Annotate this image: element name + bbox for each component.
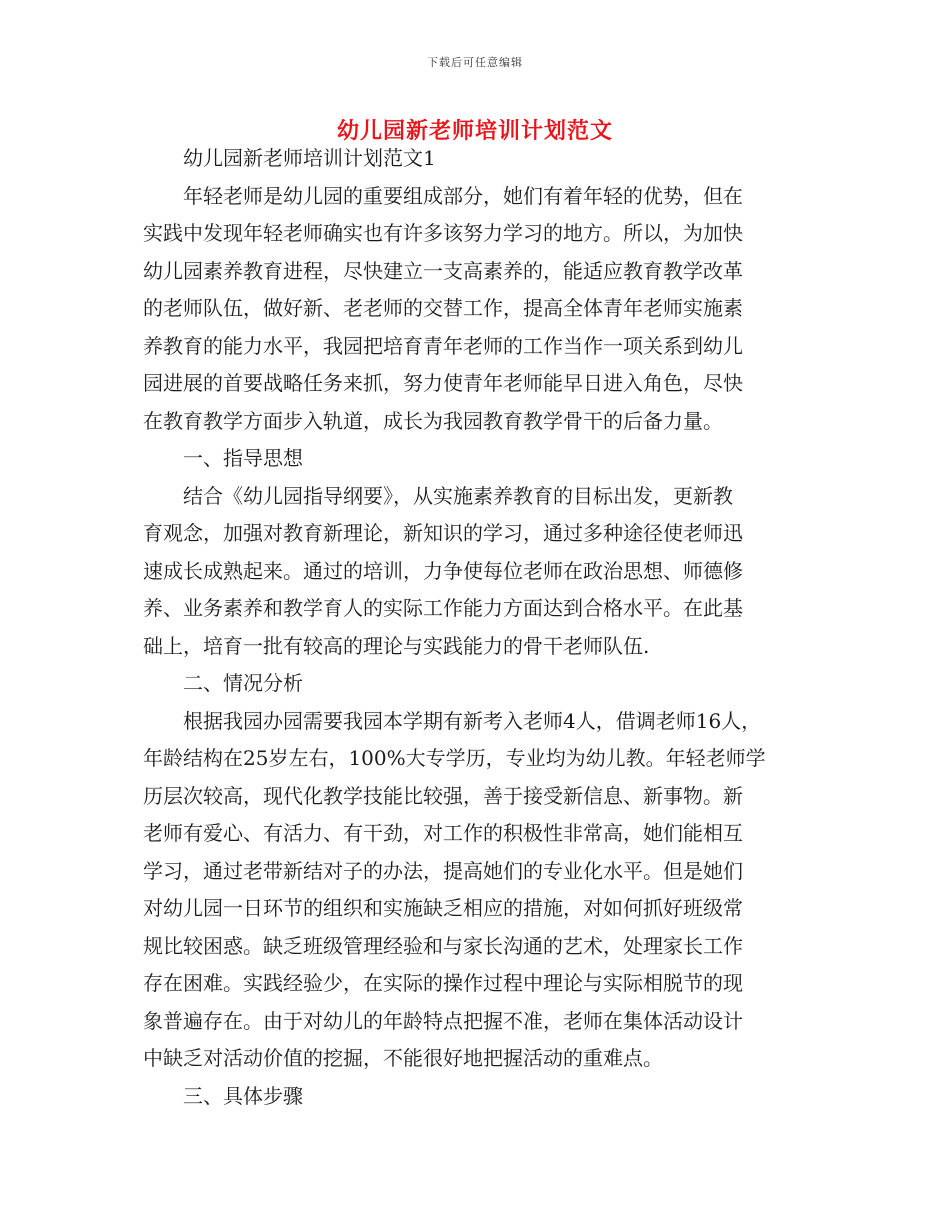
page-header-note: 下载后可任意编辑 — [427, 56, 523, 69]
intro-paragraph: 年轻老师是幼儿园的重要组成部分，她们有着年轻的优势，但在 实践中发现年轻老师确实也有许多该努力学习的地方。所以，为加快 幼儿园素养教育进程，尽快建立一支高素养的，能适应教育教学改革 的老师队伍，做好新、老老师的交替工作，提高全体青年老师实施素 养教育的能力水平，我园把培育青年老师的工作当作一项关系到幼儿 园进展的首要战略任务来抓，努力使青年老师能早日进入角色，尽快 在教育教学方面步入轨道，成长为我园教育教学骨干的后备力量。 — [143, 183, 743, 433]
section-1-paragraph: 结合《幼儿园指导纲要》，从实施素养教育的目标出发，更新教 育观念，加强对教育新理论，新知识的学习，通过多种途径使老师迅 速成长成熟起来。通过的培训，力争使每位老师在政治思想、师德修 养、业务素养和教学育人的实际工作能力方面达到合格水平。在此基 础上，培育一批有较高的理论与实践能力的骨干老师队伍. — [143, 483, 743, 658]
document-subtitle: 幼儿园新老师培训计划范文1 — [183, 146, 436, 170]
section-2-paragraph: 根据我园办园需要我园本学期有新考入老师4人，借调老师16人， 年龄结构在25岁左右，100%大专学历，专业均为幼儿教。年轻老师学 历层次较高，现代化教学技能比较强，善于接受新信息、新事物。新 老师有爱心、有活力、有干劲，对工作的积极性非常高，她们能相互 学习，通过老带新结对子的办法，提高她们的专业化水平。但是她们 对幼儿园一日环节的组织和实施缺乏相应的措施，对如何抓好班级常 规比较困惑。缺乏班级管理经验和与家长沟通的艺术，处理家长工作 存在困难。实践经验少，在实际的操作过程中理论与实际相脱节的现 象普遍存在。由于对幼儿的年龄特点把握不准，老师在集体活动设计 中缺乏对活动价值的挖掘，不能很好地把握活动的重难点。 — [143, 708, 766, 1070]
document-title: 幼儿园新老师培训计划范文 — [336, 118, 613, 144]
document-body — [143, 140, 797, 1115]
section-2-heading: 二、情况分析 — [183, 671, 303, 695]
section-3-heading: 三、具体步骤 — [183, 1083, 303, 1108]
section-1-heading: 一、指导思想 — [183, 446, 303, 470]
